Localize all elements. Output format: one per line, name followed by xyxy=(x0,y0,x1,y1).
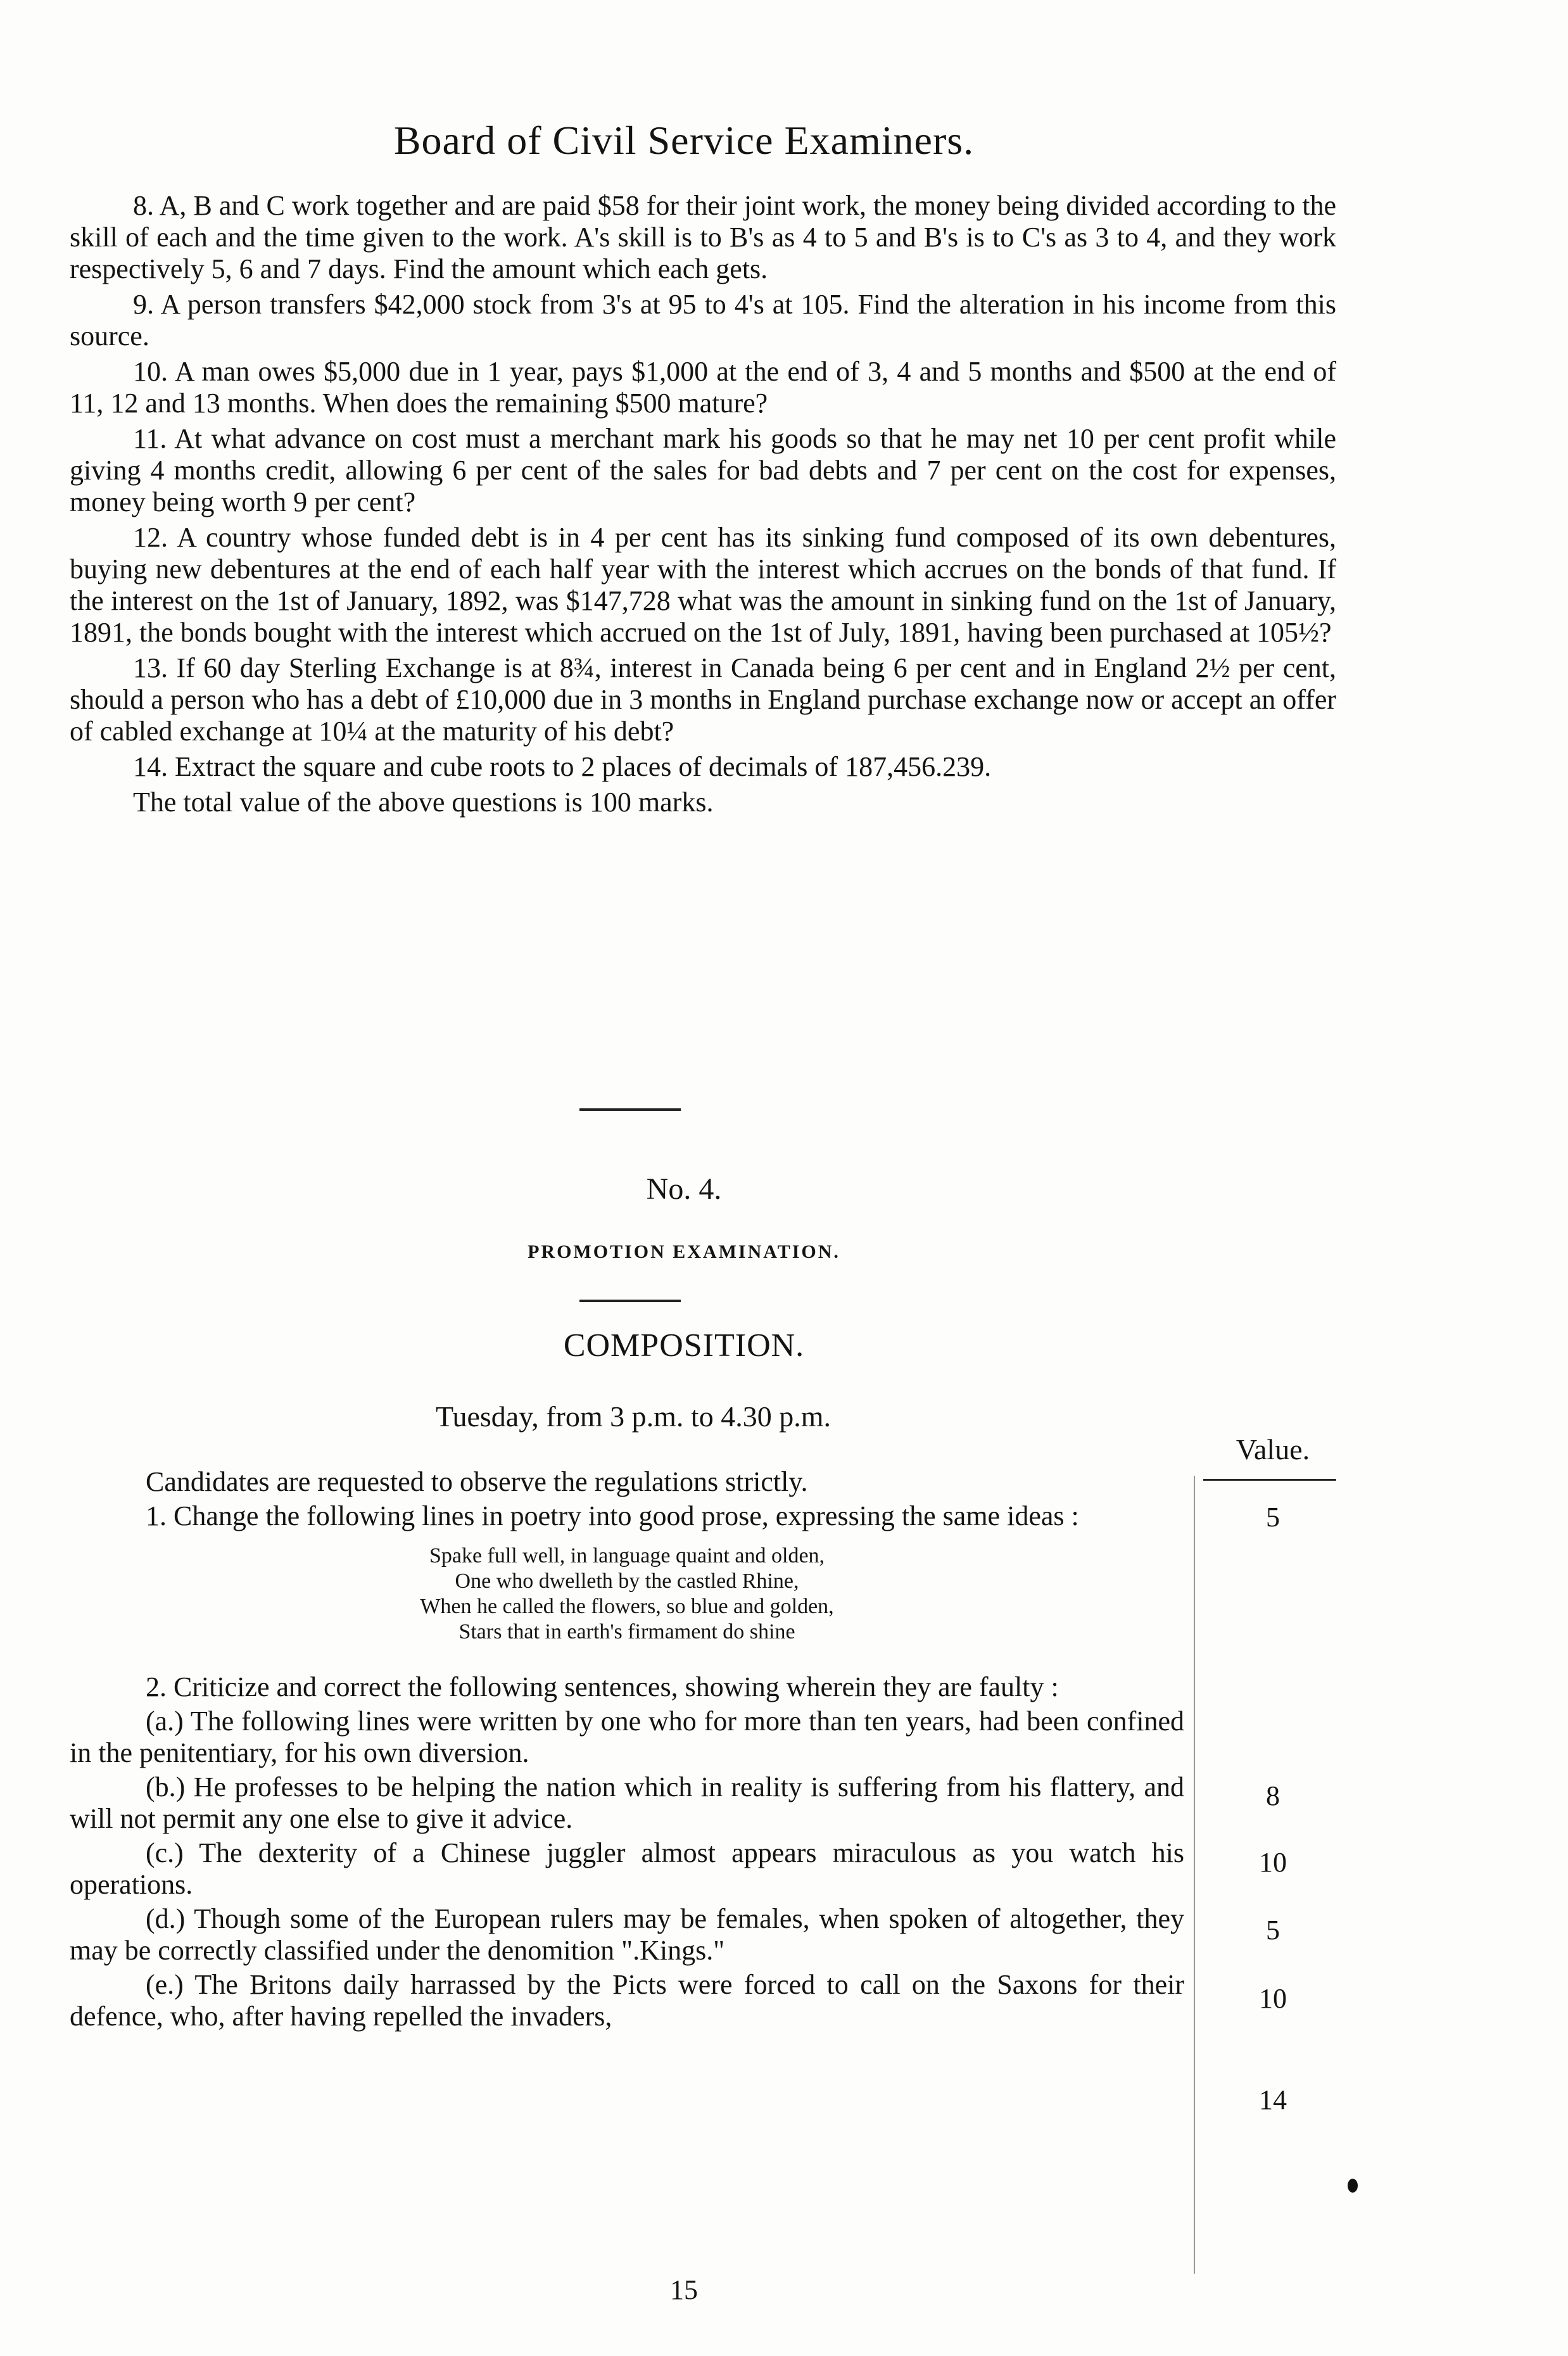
composition-question-1: 1. Change the following lines in poetry into good prose, expressing the same ideas : xyxy=(146,1500,1079,1531)
composition-question-2: 2. Criticize and correct the following sentences, showing wherein they are faulty : xyxy=(146,1671,1059,1702)
sentence-b: (b.) He professes to be helping the nation which in reality is suffering from his flattery, and will not permit any one else to give it advice. xyxy=(70,1771,1184,1834)
poem-line: Spake full well, in language quaint and olden, xyxy=(429,1544,825,1568)
poem-line: Stars that in earth's firmament do shine xyxy=(458,1620,795,1644)
subject-divider xyxy=(579,1300,681,1302)
value-column-heading: Value. xyxy=(1236,1433,1310,1466)
subject-title: COMPOSITION. xyxy=(563,1327,805,1364)
sentence-d: (d.) Though some of the European rulers may be females, when spoken of altogether, they may be correctly classified under the denomition ".Kings." xyxy=(70,1903,1184,1966)
question-11: 11. At what advance on cost must a merchant mark his goods so that he may net 10 per cent profit while giving 4 months credit, allowing 6 per cent of the sales for bad debts and 7 per cent on the cost for expenses, money being worth 9 per cent? xyxy=(70,423,1336,517)
value-b: 10 xyxy=(1259,1847,1287,1878)
value-heading-rule xyxy=(1203,1479,1336,1481)
instruction: Candidates are requested to observe the regulations strictly. xyxy=(146,1466,808,1497)
exam-title: PROMOTION EXAMINATION. xyxy=(528,1241,840,1262)
composition-body xyxy=(70,1466,1184,2035)
question-8: 8. A, B and C work together and are paid $58 for their joint work, the money being divided according to the skill of each and the time given to the work. A's skill is to B's as 4 to 5 and B's is to C's as 3 to 4, and they work respectively 5, 6 and 7 days. Find the amount which each gets. xyxy=(70,190,1336,284)
value-d: 10 xyxy=(1259,1983,1287,2014)
running-head-title: Board of Civil Service Examiners. xyxy=(393,118,975,163)
margin-ink-dot xyxy=(1348,2179,1358,2193)
question-10: 10. A man owes $5,000 due in 1 year, pays $1,000 at the end of 3, 4 and 5 months and $500 at the end of 11, 12 and 13 months. When does the remaining $500 mature? xyxy=(70,356,1336,419)
section-divider xyxy=(579,1108,681,1111)
sentence-e: (e.) The Britons daily harrassed by the Picts were forced to call on the Saxons for their defence, who, after having repelled the invaders, xyxy=(70,1969,1184,2032)
question-14: 14. Extract the square and cube roots to 2 places of decimals of 187,456.239. xyxy=(133,751,992,782)
value-column-line xyxy=(1194,1476,1195,2274)
poem-line: One who dwelleth by the castled Rhine, xyxy=(455,1569,799,1593)
arithmetic-questions xyxy=(70,190,1336,818)
value-a: 8 xyxy=(1266,1780,1280,1811)
exam-time: Tuesday, from 3 p.m. to 4.30 p.m. xyxy=(436,1400,831,1433)
sentence-a: (a.) The following lines were written by one who for more than ten years, had been confined in the penitentiary, for his own diversion. xyxy=(70,1706,1184,1768)
page-number: 15 xyxy=(670,2274,698,2305)
question-9: 9. A person transfers $42,000 stock from 3's at 95 to 4's at 105. Find the alteration in his income from this source. xyxy=(70,289,1336,352)
question-13: 13. If 60 day Sterling Exchange is at 8¾, interest in Canada being 6 per cent and in England 2½ per cent, should a person who has a debt of £10,000 due in 3 months in England purchase exchange now or accept an offer of cabled exchange at 10¼ at the maturity of his debt? xyxy=(70,652,1336,747)
section-number: No. 4. xyxy=(646,1172,722,1206)
question-12: 12. A country whose funded debt is in 4 per cent has its sinking fund composed of its own debentures, buying new debentures at the end of each half year with the interest which accrues on the bonds of that fund. If the interest on the 1st of January, 1892, was $147,728 what was the amount in sinking fund on the 1st of January, 1891, the bonds bought with the interest which accrued on the 1st of July, 1891, having been purchased at 105½? xyxy=(70,522,1336,648)
value-q1: 5 xyxy=(1266,1502,1280,1533)
total-value-note: The total value of the above questions is 100 marks. xyxy=(133,787,714,818)
value-c: 5 xyxy=(1266,1915,1280,1946)
sentence-c: (c.) The dexterity of a Chinese juggler almost appears miraculous as you watch his operations. xyxy=(70,1837,1184,1900)
value-e: 14 xyxy=(1259,2084,1287,2115)
poem-block xyxy=(70,1543,1184,1645)
poem-line: When he called the flowers, so blue and golden, xyxy=(420,1595,834,1618)
